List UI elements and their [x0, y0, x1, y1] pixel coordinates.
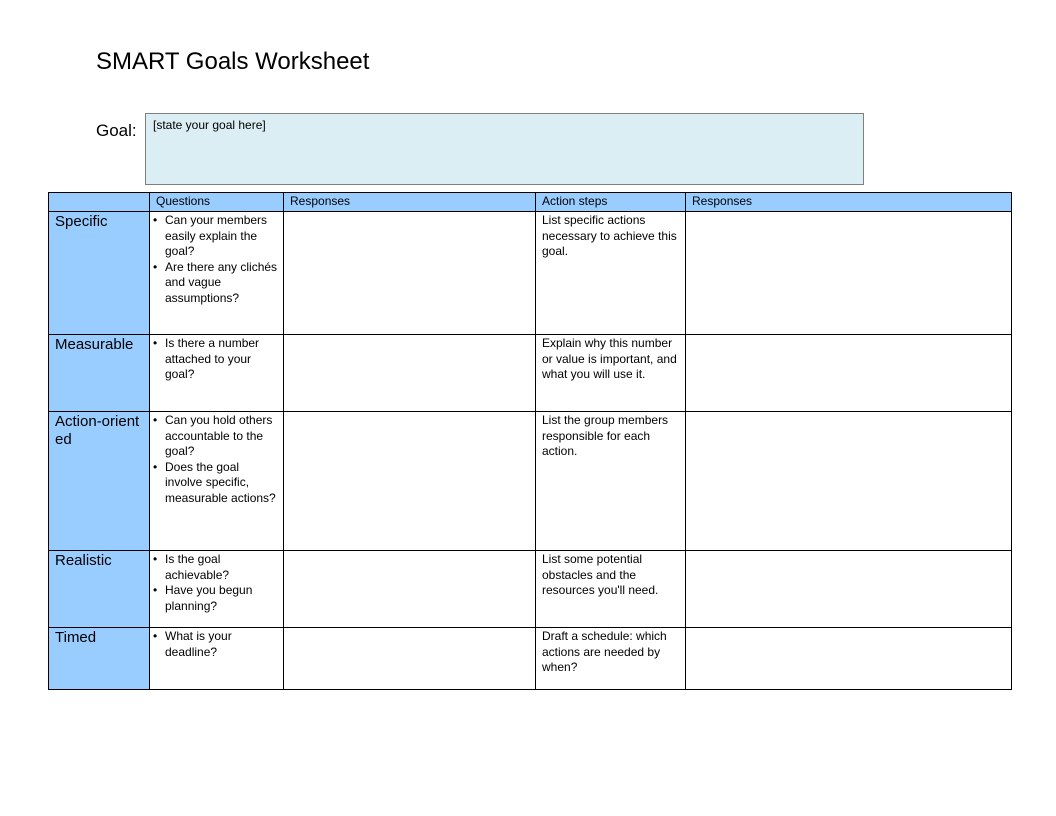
action-steps-cell: List the group members responsible for each action.: [536, 412, 686, 551]
category-cell: Realistic: [49, 551, 150, 628]
category-cell: Specific: [49, 212, 150, 335]
category-cell: Action-oriented: [49, 412, 150, 551]
question-item: • Have you begun planning?: [153, 583, 279, 614]
question-response-cell[interactable]: [284, 335, 536, 412]
question-list: [153, 552, 279, 614]
table-row-realistic: [49, 551, 1012, 628]
page-title: SMART Goals Worksheet: [96, 48, 370, 75]
action-response-cell[interactable]: [686, 551, 1012, 628]
action-steps-cell: List some potential obstacles and the resources you'll need.: [536, 551, 686, 628]
smart-goals-table: [48, 192, 1012, 690]
action-response-cell[interactable]: [686, 335, 1012, 412]
question-response-cell[interactable]: [284, 412, 536, 551]
questions-cell: [150, 628, 284, 690]
question-item: • Does the goal involve specific, measurable actions?: [153, 460, 279, 507]
question-item: • Is the goal achievable?: [153, 552, 279, 583]
table-row-timed: [49, 628, 1012, 690]
goal-placeholder: [state your goal here]: [153, 118, 266, 132]
question-list: [153, 413, 279, 506]
question-list: [153, 629, 279, 660]
header-questions: Questions: [150, 193, 284, 212]
questions-cell: [150, 412, 284, 551]
table-row-specific: [49, 212, 1012, 335]
category-cell: Timed: [49, 628, 150, 690]
questions-cell: [150, 551, 284, 628]
goal-input-box[interactable]: [145, 113, 864, 185]
table-row-measurable: [49, 335, 1012, 412]
question-list: [153, 336, 279, 383]
action-response-cell[interactable]: [686, 628, 1012, 690]
table-row-action-oriented: [49, 412, 1012, 551]
question-list: [153, 213, 279, 306]
header-category: [49, 193, 150, 212]
action-response-cell[interactable]: [686, 212, 1012, 335]
question-response-cell[interactable]: [284, 628, 536, 690]
header-action-responses: Responses: [686, 193, 1012, 212]
table-header-row: [49, 193, 1012, 212]
action-steps-cell: Draft a schedule: which actions are needed by when?: [536, 628, 686, 690]
goal-label-text: Goal: [96, 121, 132, 140]
question-item: • What is your deadline?: [153, 629, 279, 660]
question-response-cell[interactable]: [284, 212, 536, 335]
category-cell: Measurable: [49, 335, 150, 412]
question-item: • Are there any clichés and vague assumptions?: [153, 260, 279, 307]
questions-cell: [150, 212, 284, 335]
header-action-steps: Action steps: [536, 193, 686, 212]
question-item: • Is there a number attached to your goal?: [153, 336, 279, 383]
action-steps-cell: Explain why this number or value is important, and what you will use it.: [536, 335, 686, 412]
questions-cell: [150, 335, 284, 412]
action-response-cell[interactable]: [686, 412, 1012, 551]
action-steps-cell: List specific actions necessary to achieve this goal.: [536, 212, 686, 335]
goal-label: [96, 120, 137, 142]
question-item: • Can you hold others accountable to the goal?: [153, 413, 279, 460]
header-question-responses: Responses: [284, 193, 536, 212]
goal-label-colon: :: [131, 121, 137, 140]
question-response-cell[interactable]: [284, 551, 536, 628]
question-item: • Can your members easily explain the goal?: [153, 213, 279, 260]
